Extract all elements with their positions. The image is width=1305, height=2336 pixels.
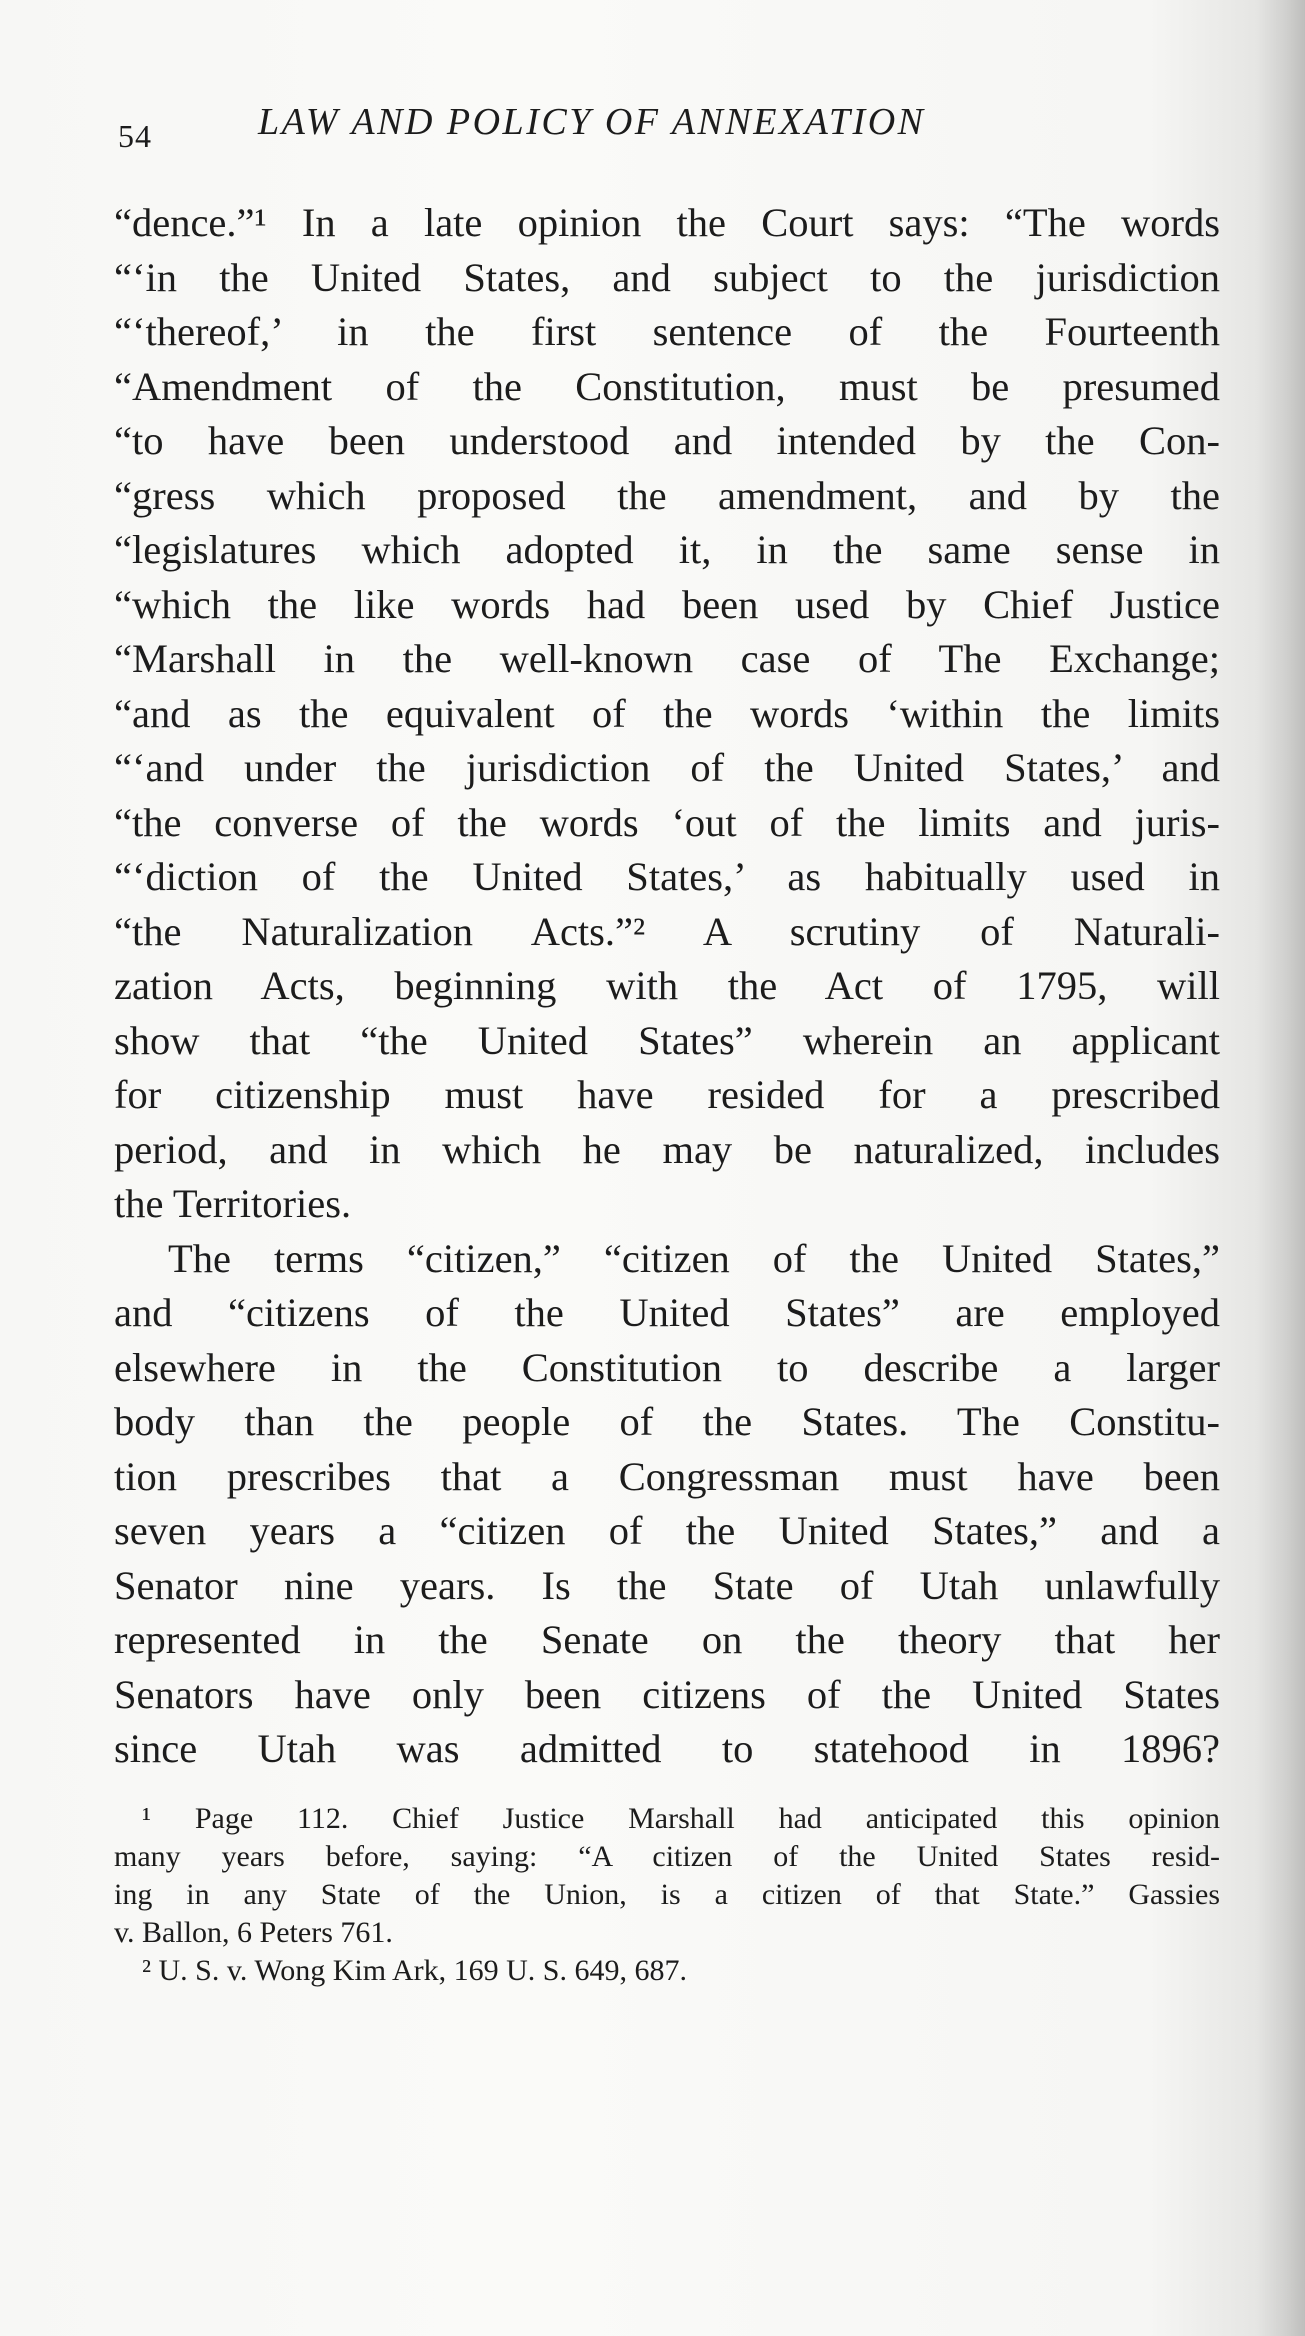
text-line: “Amendment of the Constitution, must be presumed: [114, 363, 1220, 409]
text-line: “‘thereof,’ in the first sentence of the Fourteenth: [114, 309, 1220, 354]
text-line: “‘in the United States, and subject to the jurisdiction: [114, 254, 1220, 300]
running-head: LAW AND POLICY OF ANNEXATION: [258, 101, 926, 143]
body-text: [114, 196, 1220, 1777]
text-line: show that “the United States” wherein an applicant: [114, 1017, 1220, 1063]
footnote-2: ² U. S. v. Wong Kim Ark, 169 U. S. 649, 687.: [142, 1954, 687, 1987]
text-line: since Utah was admitted to statehood in 1896?: [114, 1726, 1220, 1771]
text-line: “gress which proposed the amendment, and by the: [114, 472, 1220, 518]
footnotes: [114, 1800, 1220, 1990]
text-line: and “citizens of the United States” are employed: [114, 1290, 1220, 1335]
footnote-1: ¹ Page 112. Chief Justice Marshall had anticipated this opinion: [142, 1802, 1220, 1835]
text-line: “‘and under the jurisdiction of the United States,’ and: [114, 745, 1220, 790]
footnote-line: many years before, saying: “A citizen of the United States resid-: [114, 1840, 1220, 1873]
footnote-line: ing in any State of the Union, is a citizen of that State.” Gassies: [114, 1878, 1220, 1911]
text-line: “the Naturalization Acts.”² A scrutiny of Naturali-: [114, 908, 1220, 954]
page-number: 54: [118, 118, 152, 154]
text-line: elsewhere in the Constitution to describe a larger: [114, 1344, 1220, 1390]
text-line: the Territories.: [114, 1181, 352, 1226]
footnote-line: v. Ballon, 6 Peters 761.: [114, 1916, 393, 1949]
text-line: “and as the equivalent of the words ‘within the limits: [114, 690, 1220, 736]
text-line: period, and in which he may be naturalized, includes: [114, 1126, 1220, 1172]
text-line: zation Acts, beginning with the Act of 1795, will: [114, 963, 1220, 1008]
text-line: tion prescribes that a Congressman must have been: [114, 1453, 1220, 1499]
page-gutter-shadow: [1257, 0, 1305, 2336]
paragraph-start-line: The terms “citizen,” “citizen of the United States,”: [168, 1235, 1220, 1281]
text-line: Senator nine years. Is the State of Utah unlawfully: [114, 1562, 1220, 1608]
text-line: “‘diction of the United States,’ as habitually used in: [114, 854, 1220, 899]
text-line: Senators have only been citizens of the United States: [114, 1671, 1220, 1717]
text-line: “to have been understood and intended by the Con-: [114, 418, 1220, 463]
text-line: “the converse of the words ‘out of the limits and juris-: [114, 799, 1220, 845]
text-line: “legislatures which adopted it, in the same sense in: [114, 527, 1220, 572]
page-header: [118, 98, 1218, 158]
text-line: “which the like words had been used by Chief Justice: [114, 581, 1220, 627]
text-line: “dence.”¹ In a late opinion the Court says: “The words: [114, 200, 1220, 245]
text-line: represented in the Senate on the theory that her: [114, 1617, 1220, 1662]
text-line: for citizenship must have resided for a prescribed: [114, 1072, 1220, 1117]
text-line: body than the people of the States. The Constitu-: [114, 1399, 1220, 1444]
text-line: “Marshall in the well-known case of The Exchange;: [114, 636, 1220, 681]
text-line: seven years a “citizen of the United States,” and a: [114, 1508, 1220, 1553]
